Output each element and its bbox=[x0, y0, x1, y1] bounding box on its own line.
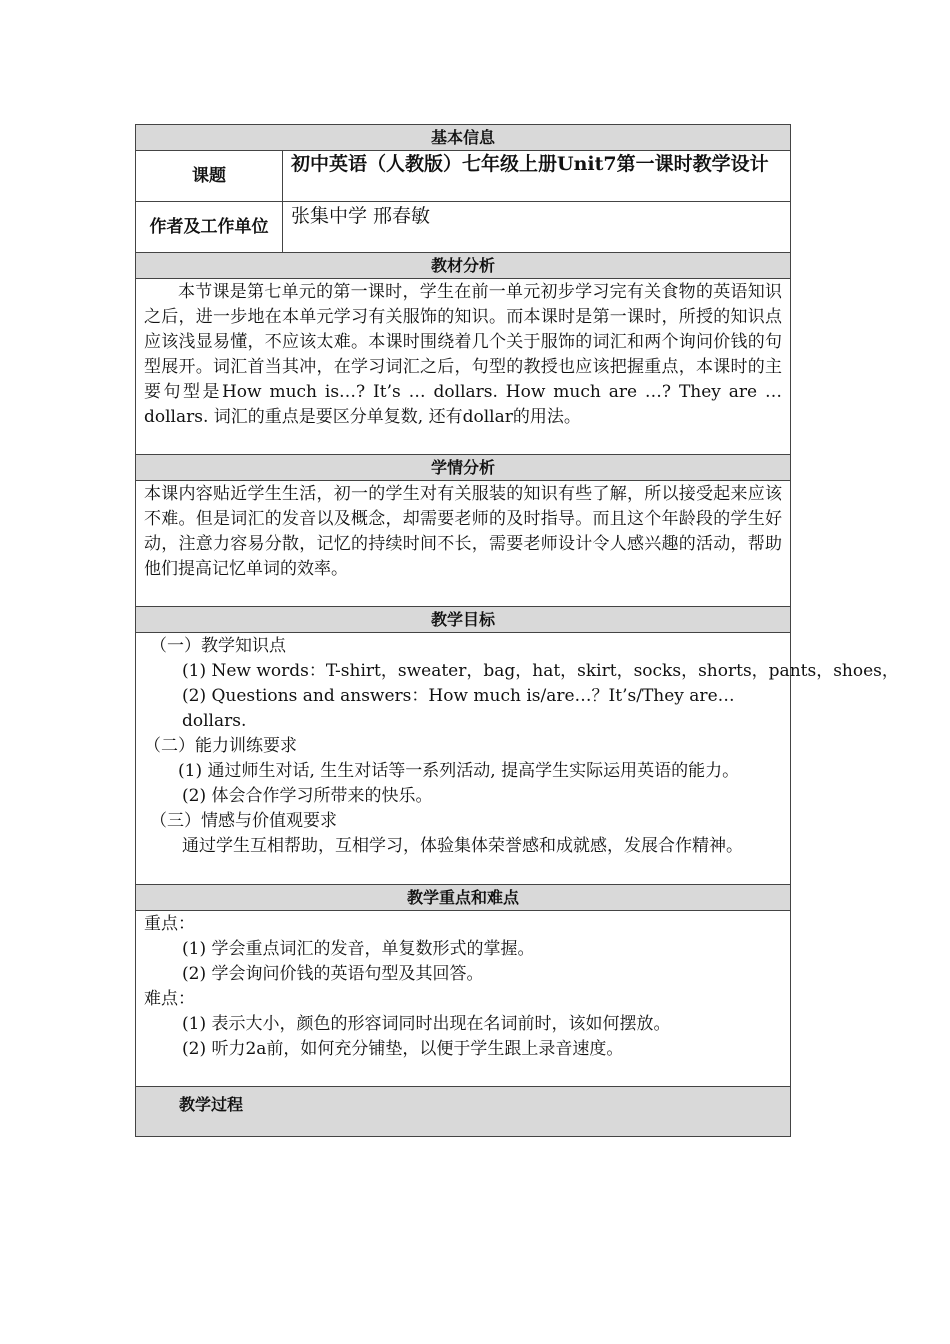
basic-info-header: 基本信息 bbox=[136, 125, 790, 151]
lesson-plan-table bbox=[135, 124, 899, 1137]
goal-item: 通过学生互相帮助，互相学习，体验集体荣誉感和成就感，发展合作精神。 bbox=[182, 836, 743, 856]
teaching-process-header: 教学过程 bbox=[136, 1087, 790, 1136]
material-analysis-text: 本节课是第七单元的第一课时，学生在前一单元初步学习完有关食物的英语知识之后，进一步地在本单元学习有关服饰的知识。而本课时是第一课时，所授的知识点应该浅显易懂，不应该太难。本课时围绕着几个关于服饰的词汇和两个询问价钱的句型展开。词汇首当其冲，在学习词汇之后，句型的教授也应该把握重点，本课时的主要句型是How much is…? It’s … dollars. How much are …? They are …dollars. 词汇的重点是要区分单复数, 还有dollar的用法。 bbox=[144, 282, 782, 427]
goal-item: (2) 体会合作学习所带来的快乐。 bbox=[182, 786, 433, 806]
key-points-label: 重点： bbox=[144, 914, 195, 934]
teaching-goals-cell bbox=[136, 633, 899, 885]
author-row bbox=[136, 202, 790, 253]
topic-row bbox=[136, 151, 790, 202]
key-point-item: (1) 学会重点词汇的发音，单复数形式的掌握。 bbox=[182, 939, 535, 959]
goal-section-2: （二）能力训练要求 bbox=[144, 736, 297, 756]
key-points-header: 教学重点和难点 bbox=[136, 885, 790, 911]
difficult-point-item: (2) 听力2a前，如何充分铺垫，以便于学生跟上录音速度。 bbox=[182, 1039, 624, 1059]
goal-section-3: （三）情感与价值观要求 bbox=[150, 811, 337, 831]
author-label: 作者及工作单位 bbox=[136, 202, 283, 252]
author-value: 张集中学 邢春敏 bbox=[291, 205, 431, 227]
topic-value: 初中英语（人教版）七年级上册Unit7第一课时教学设计 bbox=[291, 153, 769, 175]
teaching-goals-header: 教学目标 bbox=[136, 607, 790, 633]
goal-item: (2) Questions and answers：How much is/are…？It’s/They are…dollars. bbox=[182, 686, 735, 731]
goal-section-1: （一）教学知识点 bbox=[150, 636, 286, 656]
difficult-point-item: (1) 表示大小，颜色的形容词同时出现在名词前时，该如何摆放。 bbox=[182, 1014, 671, 1034]
material-analysis-cell bbox=[136, 279, 790, 455]
key-points-cell bbox=[136, 911, 790, 1087]
student-analysis-cell bbox=[136, 481, 790, 607]
goal-item: (1) New words：T-shirt，sweater，bag，hat，skirt，socks，shorts，pants，shoes， bbox=[182, 661, 899, 681]
topic-label: 课题 bbox=[136, 151, 283, 201]
material-analysis-header: 教材分析 bbox=[136, 253, 790, 279]
key-point-item: (2) 学会询问价钱的英语句型及其回答。 bbox=[182, 964, 484, 984]
goal-item: (1) 通过师生对话, 生生对话等一系列活动, 提高学生实际运用英语的能力。 bbox=[178, 761, 740, 781]
student-analysis-header: 学情分析 bbox=[136, 455, 790, 481]
difficult-points-label: 难点： bbox=[144, 989, 195, 1009]
student-analysis-text: 本课内容贴近学生生活，初一的学生对有关服装的知识有些了解，所以接受起来应该不难。但是词汇的发音以及概念，却需要老师的及时指导。而且这个年龄段的学生好动，注意力容易分散，记忆的持续时间不长，需要老师设计令人感兴趣的活动，帮助他们提高记忆单词的效率。 bbox=[144, 484, 782, 579]
